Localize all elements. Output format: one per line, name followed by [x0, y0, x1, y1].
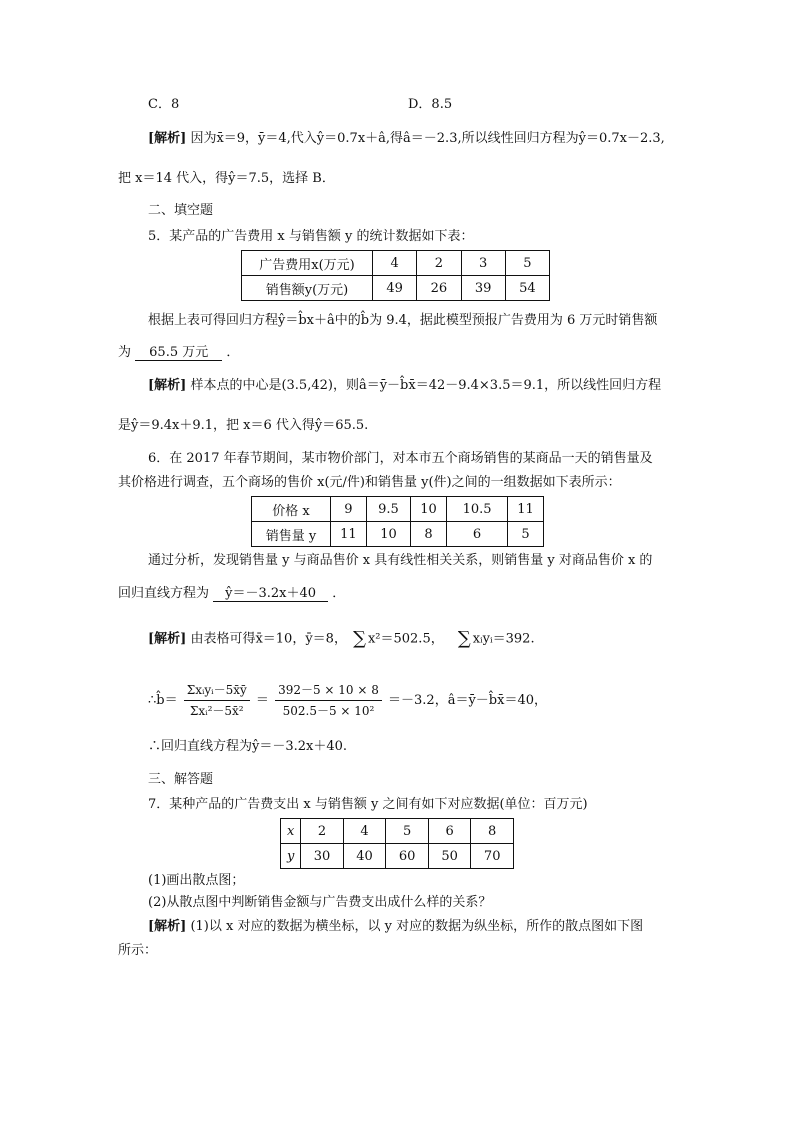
table-cell: 26: [417, 276, 461, 301]
table-cell: 4: [373, 251, 417, 276]
q7-part1: (1)画出散点图；: [148, 873, 245, 888]
table-cell: 49: [373, 276, 417, 301]
table-cell: 6: [446, 522, 507, 547]
analysis-tag: [解析]: [148, 131, 187, 146]
q6-b-eq: ＝: [255, 693, 269, 708]
q6-conclusion: ∴回归直线方程为ŷ＝－3.2x＋40.: [148, 739, 348, 754]
q5-analysis-line1: [148, 377, 661, 395]
table-row: [252, 497, 544, 522]
table-cell: 30: [301, 844, 344, 869]
q6-text2-post: ．: [332, 586, 346, 601]
q5-answer: 65.5 万元: [135, 345, 222, 361]
table-row: [242, 251, 550, 276]
table-row: [281, 844, 514, 869]
q6-text2-pre: 回归直线方程为: [118, 586, 210, 601]
table-cell: 8: [471, 819, 514, 844]
table-cell: 销售额y(万元): [242, 276, 373, 301]
q5-analysis-line2: 是ŷ＝9.4x＋9.1，把 x＝6 代入得ŷ＝65.5.: [118, 418, 369, 433]
fraction-denominator: Σxᵢ²－5x̄²: [189, 704, 244, 718]
table-cell: 5: [386, 819, 429, 844]
table-cell: 50: [428, 844, 471, 869]
section-heading-answer: 三、解答题: [148, 772, 214, 787]
table-cell: 销售量 y: [252, 522, 331, 547]
table-cell: 价格 x: [252, 497, 331, 522]
q5-answer-line: [118, 344, 239, 362]
q6-b-formula: [148, 680, 547, 721]
q6-sum1: x²＝502.5，: [367, 631, 444, 647]
fraction-denominator: 502.5－5 × 10²: [282, 704, 375, 718]
table-cell: 2: [417, 251, 461, 276]
table-cell: 5: [508, 522, 544, 547]
table-cell: 3: [461, 251, 505, 276]
table-cell: 5: [505, 251, 549, 276]
table-cell: 10: [366, 522, 410, 547]
q6-sum2: xᵢyᵢ＝392.: [472, 631, 535, 647]
table-cell: 6: [428, 819, 471, 844]
table-cell: 10: [411, 497, 447, 522]
q6-b-post: ＝－3.2，â＝ȳ－b̂x̄＝40，: [388, 693, 547, 708]
q7-analysis-line1: [148, 918, 643, 936]
q7-analysis-line2: 所示：: [118, 943, 158, 958]
table-cell: 广告费用x(万元): [242, 251, 373, 276]
q4-analysis-line1: [148, 130, 665, 148]
sigma-icon: ∑: [353, 628, 366, 649]
q5-text1: 根据上表可得回归方程ŷ＝b̂x＋â中的b̂为 9.4，据此模型预报广告费用为 6 万元时销售额: [148, 313, 658, 328]
q5-text2-pre: 为: [118, 345, 132, 360]
table-cell: 39: [461, 276, 505, 301]
q6-table: [251, 496, 544, 547]
analysis-tag: [解析]: [148, 631, 187, 647]
table-row: [252, 522, 544, 547]
q5-text2-post: ．: [226, 345, 240, 360]
q6-answer-line: [118, 585, 345, 603]
table-cell: 11: [331, 522, 367, 547]
analysis-tag: [解析]: [148, 378, 187, 393]
q6-analysis-text1a: 由表格可得x̄＝10，ȳ＝8，: [190, 631, 347, 647]
table-cell: 2: [301, 819, 344, 844]
table-cell: 9.5: [366, 497, 410, 522]
table-cell: 54: [505, 276, 549, 301]
table-cell: y: [281, 844, 301, 869]
table-row: [242, 276, 550, 301]
section-heading-fill: 二、填空题: [148, 203, 214, 218]
option-d: D．8.5: [408, 97, 453, 112]
fraction: [275, 680, 382, 721]
table-cell: 11: [508, 497, 544, 522]
q5-table: [241, 250, 550, 301]
table-row: [281, 819, 514, 844]
analysis-tag: [解析]: [148, 919, 187, 934]
q6-b-pre: ∴b̂＝: [148, 693, 178, 708]
table-cell: x: [281, 819, 301, 844]
q6-analysis-line1: [148, 630, 535, 649]
fraction-numerator: 392－5 × 10 × 8: [275, 680, 382, 701]
q7-stem: 7．某种产品的广告费支出 x 与销售额 y 之间有如下对应数据(单位：百万元): [148, 797, 588, 812]
q5-analysis-text1: 样本点的中心是(3.5,42)，则â＝ȳ－b̂x̄＝42－9.4×3.5＝9.1，所以线性回归方程: [190, 378, 662, 393]
table-cell: 70: [471, 844, 514, 869]
table-cell: 60: [386, 844, 429, 869]
table-cell: 40: [343, 844, 386, 869]
q7-analysis-text1: (1)以 x 对应的数据为横坐标，以 y 对应的数据为纵坐标，所作的散点图如下图: [190, 919, 644, 934]
table-cell: 10.5: [446, 497, 507, 522]
table-cell: 8: [411, 522, 447, 547]
q6-answer: ŷ＝－3.2x＋40: [213, 586, 328, 602]
q5-stem: 5．某产品的广告费用 x 与销售额 y 的统计数据如下表：: [148, 229, 474, 244]
table-cell: 4: [343, 819, 386, 844]
option-c: C．8: [148, 97, 180, 112]
table-cell: 9: [331, 497, 367, 522]
q7-table: [280, 818, 514, 869]
q6-text1: 通过分析，发现销售量 y 与商品售价 x 具有线性相关关系，则销售量 y 对商品售价 x 的: [148, 553, 653, 568]
q7-part2: (2)从散点图中判断销售金额与广告费支出成什么样的关系？: [148, 895, 492, 910]
sigma-icon: ∑: [457, 628, 471, 649]
fraction: [184, 680, 250, 721]
q4-analysis-text1: 因为x̄＝9，ȳ＝4,代入ŷ＝0.7x＋â,得â＝－2.3,所以线性回归方程为ŷ＝0.7x－2.3,: [190, 131, 665, 146]
q6-stem2: 其价格进行调查，五个商场的售价 x(元/件)和销售量 y(件)之间的一组数据如下表所示：: [118, 475, 621, 490]
fraction-numerator: Σxᵢyᵢ－5x̄ȳ: [184, 680, 250, 701]
q6-stem1: 6．在 2017 年春节期间，某市物价部门，对本市五个商场销售的某商品一天的销售量及: [148, 451, 653, 466]
q4-analysis-line2: 把 x＝14 代入，得ŷ＝7.5，选择 B．: [118, 171, 335, 186]
